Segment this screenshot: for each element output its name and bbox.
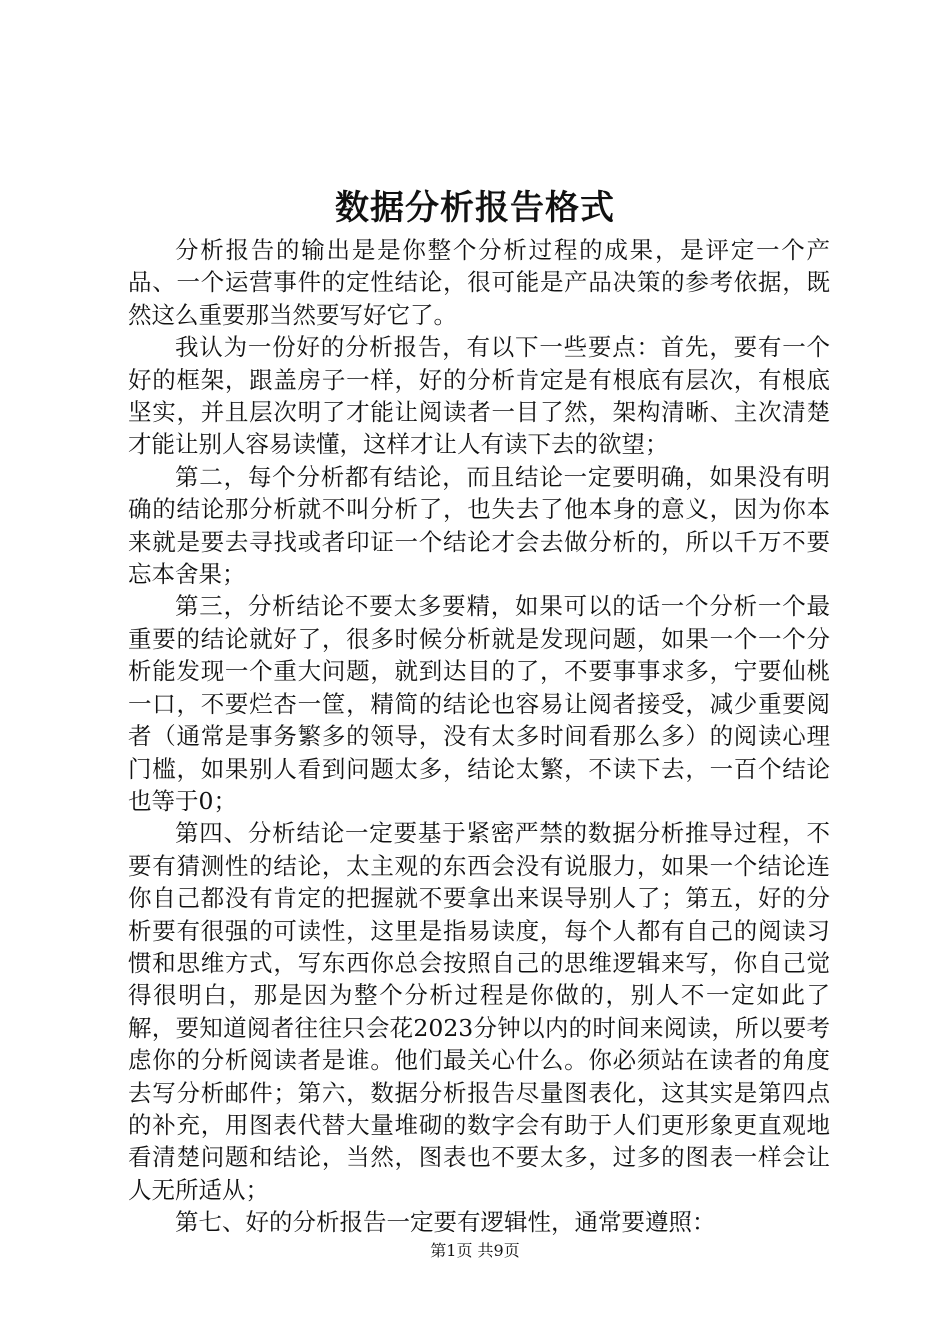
paragraph: 分析报告的输出是是你整个分析过程的成果，是评定一个产品、一个运营事件的定性结论，很可能是产品决策的参考依据，既然这么重要那当然要写好它了。 [128,236,830,329]
document-body [128,234,830,1239]
paragraph: 第四、分析结论一定要基于紧密严禁的数据分析推导过程，不要有猜测性的结论，太主观的东西会没有说服力，如果一个结论连你自己都没有肯定的把握就不要拿出来误导别人了；第五，好的分析要有很强的可读性，这里是指易读度，每个人都有自己的阅读习惯和思维方式，写东西你总会按照自己的思维逻辑来写，你自己觉得很明白，那是因为整个分析过程是你做的，别人不一定如此了解，要知道阅者往往只会花2023分钟以内的时间来阅读，所以要考虑你的分析阅读者是谁。他们最关心什么。你必须站在读者的角度去写分析邮件；第六，数据分析报告尽量图表化，这其实是第四点的补充，用图表代替大量堆砌的数字会有助于人们更形象更直观地看清楚问题和结论，当然，图表也不要太多，过多的图表一样会让人无所适从； [128,819,830,1204]
paragraph: 我认为一份好的分析报告，有以下一些要点：首先，要有一个好的框架，跟盖房子一样，好的分析肯定是有根底有层次，有根底坚实，并且层次明了才能让阅读者一目了然，架构清晰、主次清楚才能让别人容易读懂，这样才让人有读下去的欲望； [128,333,830,459]
paragraph: 第三，分析结论不要太多要精，如果可以的话一个分析一个最重要的结论就好了，很多时候分析就是发现问题，如果一个一个分析能发现一个重大问题，就到达目的了，不要事事求多，宁要仙桃一口，不要烂杏一筐，精简的结论也容易让阅者接受，减少重要阅者（通常是事务繁多的领导，没有太多时间看那么多）的阅读心理门槛，如果别人看到问题太多，结论太繁，不读下去，一百个结论也等于0； [128,592,830,815]
paragraph: 第七、好的分析报告一定要有逻辑性，通常要遵照： [175,1208,716,1237]
page-number-footer: 第1页 共9页 [430,1241,520,1260]
paragraph: 第二，每个分析都有结论，而且结论一定要明确，如果没有明确的结论那分析就不叫分析了，也失去了他本身的意义，因为你本来就是要去寻找或者印证一个结论才会去做分析的，所以千万不要忘本舍果； [128,462,830,589]
document-title: 数据分析报告格式 [335,188,615,228]
